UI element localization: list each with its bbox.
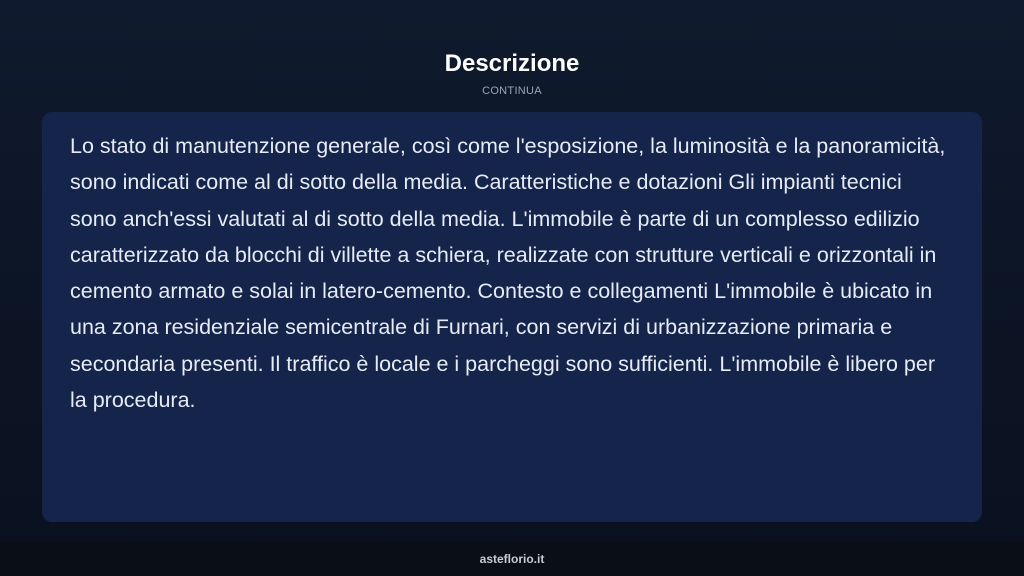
header	[0, 48, 1024, 98]
description-card	[42, 112, 982, 522]
continue-label: CONTINUA	[482, 85, 542, 97]
page-title: Descrizione	[444, 50, 580, 77]
footer-site-name: asteflorio.it	[479, 552, 545, 566]
description-text: Lo stato di manutenzione generale, così come l'esposizione, la luminosità e la panoramicità, sono indicati come al di sotto della media. Caratteristiche e dotazioni Gli impianti tecnici sono anch'essi valutati al di sotto della media. L'immobile è parte di un complesso edilizio caratterizzato da blocchi di villette a schiera, realizzate con strutture verticali e orizzontali in cemento armato e solai in latero-cemento. Contesto e collegamenti L'immobile è ubicato in una zona residenziale semicentrale di Furnari, con servizi di urbanizzazione primaria e secondaria presenti. Il traffico è locale e i parcheggi sono sufficienti. L'immobile è libero per la procedura.	[70, 134, 946, 413]
footer	[0, 542, 1024, 576]
